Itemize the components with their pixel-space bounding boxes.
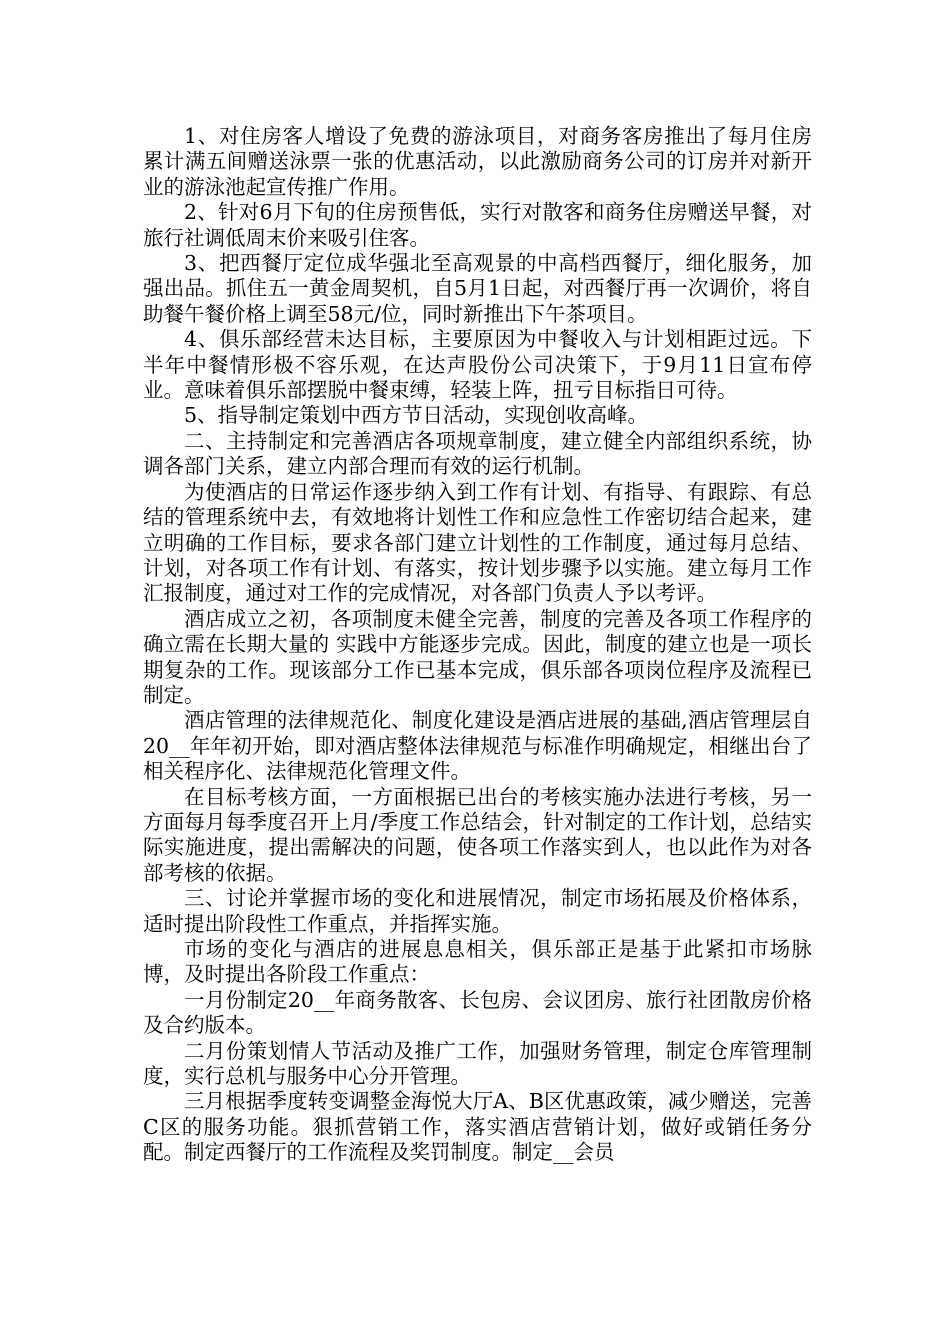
- paragraph-9: 酒店管理的法律规范化、制度化建设是酒店进展的基础,酒店管理层自20__年年初开始，即对酒店整体法律规范与标准作明确规定，相继出台了相关程序化、法律规范化管理文件。: [143, 708, 812, 784]
- paragraph-10: 在目标考核方面，一方面根据已出台的考核实施办法进行考核，另一方面每月每季度召开上月/季度工作总结会，针对制定的工作计划，总结实际实施进度，提出需解决的问题，使各项工作落实到人，也以此作为对各部考核的依据。: [143, 784, 812, 885]
- paragraph-3: 3、把西餐厅定位成华强北至高观景的中高档西餐厅，细化服务，加强出品。抓住五一黄金周契机，自5月1日起，对西餐厅再一次调价，将自助餐午餐价格上调至58元/位，同时新推出下午茶项目。: [143, 251, 812, 326]
- paragraph-4: 4、俱乐部经营未达目标，主要原因为中餐收入与计划相距过远。下半年中餐情形极不容乐观，在达声股份公司决策下，于9月11日宣布停业。意味着俱乐部摆脱中餐束缚，轻装上阵，扭亏目标指日可待。: [143, 327, 812, 403]
- paragraph-12: 市场的变化与酒店的进展息息相关，俱乐部正是基于此紧扣市场脉博，及时提出各阶段工作重点：: [143, 937, 812, 987]
- paragraph-5: 5、指导制定策划中西方节日活动，实现创收高峰。: [184, 403, 649, 428]
- paragraph-13: 一月份制定20__年商务散客、长包房、会议团房、旅行社团散房价格及合约版本。: [143, 987, 812, 1038]
- paragraph-7: 为使酒店的日常运作逐步纳入到工作有计划、有指导、有跟踪、有总结的管理系统中去，有效地将计划性工作和应急性工作密切结合起来，建立明确的工作目标，要求各部门建立计划性的工作制度，通过每月总结、计划，对各项工作有计划、有落实，按计划步骤予以实施。建立每月工作汇报制度，通过对工作的完成情况，对各部门负责人予以考评。: [143, 479, 812, 606]
- paragraph-8: 酒店成立之初，各项制度未健全完善，制度的完善及各项工作程序的确立需在长期大量的 实践中方能逐步完成。因此，制度的建立也是一项长期复杂的工作。现该部分工作已基本完成，俱乐部各项岗位程序及流程已制定。: [143, 606, 812, 707]
- section-heading-2: 二、主持制定和完善酒店各项规章制度，建立健全内部组织系统，协调各部门关系，建立内部合理而有效的运行机制。: [143, 428, 812, 479]
- paragraph-15: 三月根据季度转变调整金海悦大厅A、B区优惠政策，减少赠送，完善C区的服务功能。狠抓营销工作，落实酒店营销计划，做好或销任务分配。制定西餐厅的工作流程及奖罚制度。制定__会员: [143, 1089, 812, 1165]
- paragraph-14: 二月份策划情人节活动及推广工作，加强财务管理，制定仓库管理制度，实行总机与服务中心分开管理。: [143, 1038, 812, 1089]
- section-heading-3: 三、讨论并掌握市场的变化和进展情况，制定市场拓展及价格体系，适时提出阶段性工作重点，并指挥实施。: [143, 886, 812, 936]
- paragraph-1: 1、对住房客人增设了免费的游泳项目，对商务客房推出了每月住房累计满五间赠送泳票一张的优惠活动，以此激励商务公司的订房并对新开业的游泳池起宣传推广作用。: [143, 124, 812, 199]
- document-body: [143, 124, 812, 1166]
- paragraph-2: 2、针对6月下旬的住房预售低，实行对散客和商务住房赠送早餐，对旅行社调低周末价来吸引住客。: [143, 200, 812, 250]
